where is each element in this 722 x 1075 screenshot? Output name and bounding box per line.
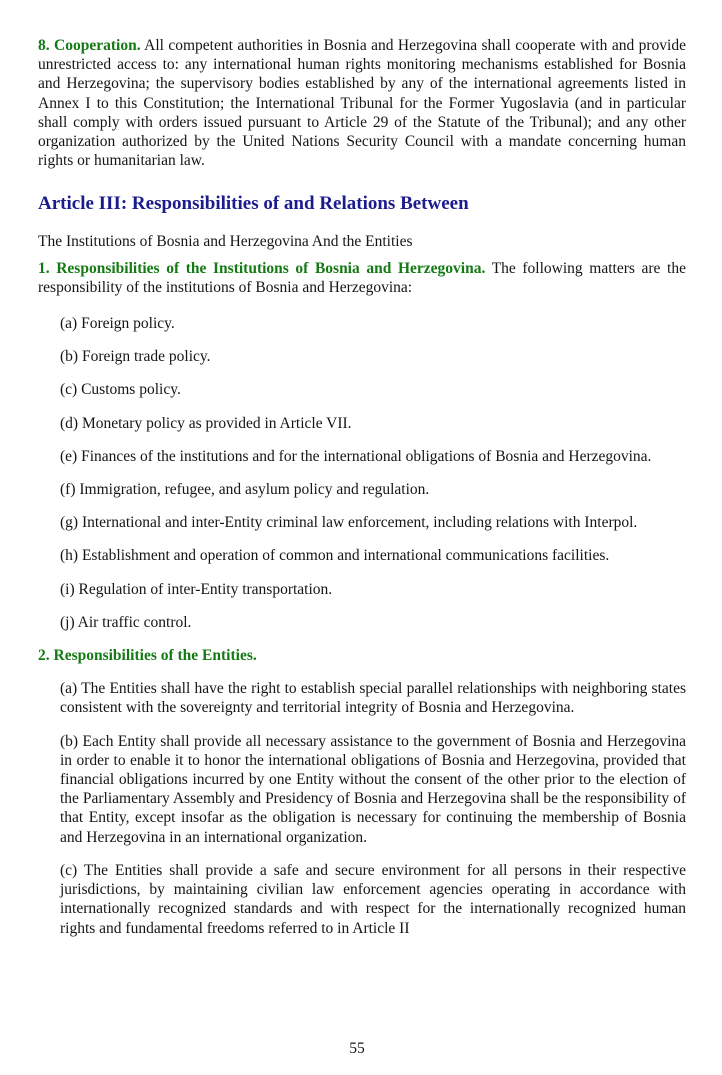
paragraph-8-label: 8. Cooperation. — [38, 37, 141, 54]
list-item-1i: (i) Regulation of inter-Entity transportation. — [60, 580, 333, 598]
list-item-1c: (c) Customs policy. — [60, 381, 181, 399]
list-item-1a: (a) Foreign policy. — [60, 315, 175, 333]
list-item-2a: (a) The Entities shall have the right to establish special parallel relationships with neighboring states consistent with the sovereignty and territorial integrity of Bosnia and Herzegovina. — [60, 680, 686, 717]
list-item-1f: (f) Immigration, refugee, and asylum policy and regulation. — [60, 481, 430, 499]
list-item-1h: (h) Establishment and operation of common and international communications facilities. — [60, 547, 610, 565]
section-2-heading: 2. Responsibilities of the Entities. — [38, 647, 257, 665]
section-1-body: The following matters are the responsibility of the institutions of Bosnia and Herzegovina: — [38, 259, 686, 296]
list-item-1d: (d) Monetary policy as provided in Article VII. — [60, 414, 352, 432]
page-number: 55 — [349, 1040, 365, 1057]
section-1-intro — [38, 259, 686, 297]
section-1-label: 1. Responsibilities of the Institutions of Bosnia and Herzegovina. — [38, 259, 486, 277]
list-item-2c: (c) The Entities shall provide a safe and secure environment for all persons in their respective jurisdictions, by maintaining civilian law enforcement agencies operating in accordance with internationally recognized standards and with respect for the internationally recognized human rights and fundamental freedoms referred to in Article II — [60, 861, 686, 937]
paragraph-8-cooperation — [38, 36, 686, 170]
list-item-2b: (b) Each Entity shall provide all necessary assistance to the government of Bosnia and Herzegovina in order to enable it to honor the international obligations of Bosnia and Herzegovina, provided that financial obligations incurred by one Entity without the consent of the other prior to the election of the Parliamentary Assembly and Presidency of Bosnia and Herzegovina shall be the responsibility of that Entity, except insofar as the obligation is necessary for continuing the membership of Bosnia and Herzegovina in an international organization. — [60, 732, 686, 846]
list-item-1g: (g) International and inter-Entity criminal law enforcement, including relations with Interpol. — [60, 514, 638, 532]
list-item-1b: (b) Foreign trade policy. — [60, 348, 211, 366]
article-iii-heading: Article III: Responsibilities of and Relations Between — [38, 193, 469, 215]
list-item-1j: (j) Air traffic control. — [60, 613, 192, 631]
list-item-1e: (e) Finances of the institutions and for the international obligations of Bosnia and Herzegovina. — [60, 447, 652, 465]
paragraph-8-body: All competent authorities in Bosnia and Herzegovina shall cooperate with and provide unrestricted access to: any international human rights monitoring mechanisms established for Bosnia and Herzegovina; the supervisory bodies established by any of the international agreements listed in Annex I to this Constitution; the International Tribunal for the Former Yugoslavia (and in particular shall comply with orders issued pursuant to Article 29 of the Statute of the Tribunal); and any other organization authorized by the United Nations Security Council with a mandate concerning human rights or humanitarian law. — [38, 37, 686, 170]
article-iii-subtitle: The Institutions of Bosnia and Herzegovina And the Entities — [38, 233, 413, 251]
